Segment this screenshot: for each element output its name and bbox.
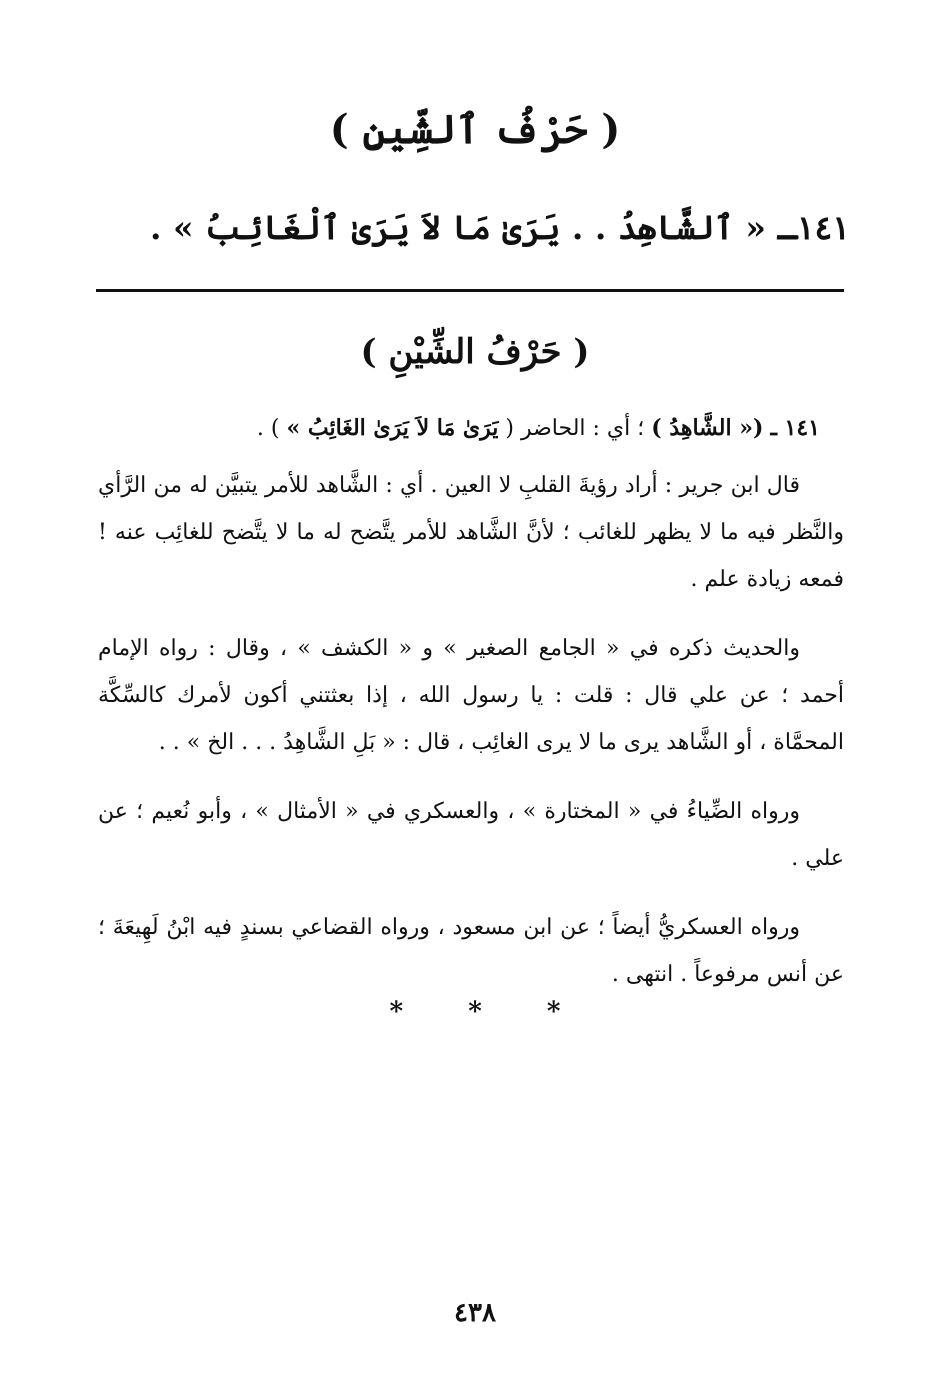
page-number: ٤٣٨: [454, 1298, 496, 1328]
commentary-paragraph: قال ابن جرير : أراد رؤيةَ القلبِ لا العين . أي : الشَّاهد للأمر يتبيَّن له من الرَّأي والنَّظر فيه ما لا يظهر للغائب ؛ لأنَّ الشَّاهد للأمر يتَّضح له ما لا يتَّضح للغائِب عنه ! فمعه زيادة علم .: [98, 473, 844, 592]
chapter-heading-text: ( حَرْفُ ٱلشِّينِ ): [329, 106, 621, 153]
hadith-text: ١٤١ـ « ٱلشَّاهِدُ . . يَرَىٰ مَا لاَ يَرَىٰ ٱلْغَائِبُ » .: [149, 208, 850, 247]
commentary-paragraph: ورواه الضِّياءُ في « المختارة » ، والعسكري في « الأمثال » ، وأبو نُعيم ؛ عن علي .: [98, 799, 844, 871]
entry-close: ) .: [256, 416, 280, 441]
entry-gloss: ؛ أي : الحاضر (: [505, 416, 645, 441]
asterism-separator: * * *: [389, 997, 589, 1027]
commentary-paragraph: ورواه العسكريُّ أيضاً ؛ عن ابن مسعود ، ورواه القضاعي بسندٍ فيه ابْنُ لَهِيعَةَ ؛ عن أنس مرفوعاً . انتهى .: [98, 915, 844, 987]
chapter-heading-commentary: ( حَرْفُ الشِّيْنِ ): [360, 332, 590, 372]
entry-header: [98, 405, 844, 452]
section-divider-line: [96, 289, 844, 292]
entry-title: (« الشَّاهِدُ ): [651, 415, 764, 441]
commentary-paragraph: والحديث ذكره في « الجامع الصغير » و « الكشف » ، وقال : رواه الإمام أحمد ؛ عن علي قال : قلت : يا رسول الله ، إذا بعثتني أكون لأمرك كالسِّكَّة المحمَّاة ، أو الشَّاهد يرى ما لا يرى الغائِب ، قال : « بَلِ الشَّاهِدُ . . . الخ » . .: [98, 636, 844, 755]
entry-quoted-hadith: يَرَىٰ مَا لاَ يَرَىٰ الغَائِبُ »: [286, 415, 499, 441]
entry-number: ١٤١ ـ: [770, 415, 820, 441]
commentary-body: [98, 405, 844, 1020]
